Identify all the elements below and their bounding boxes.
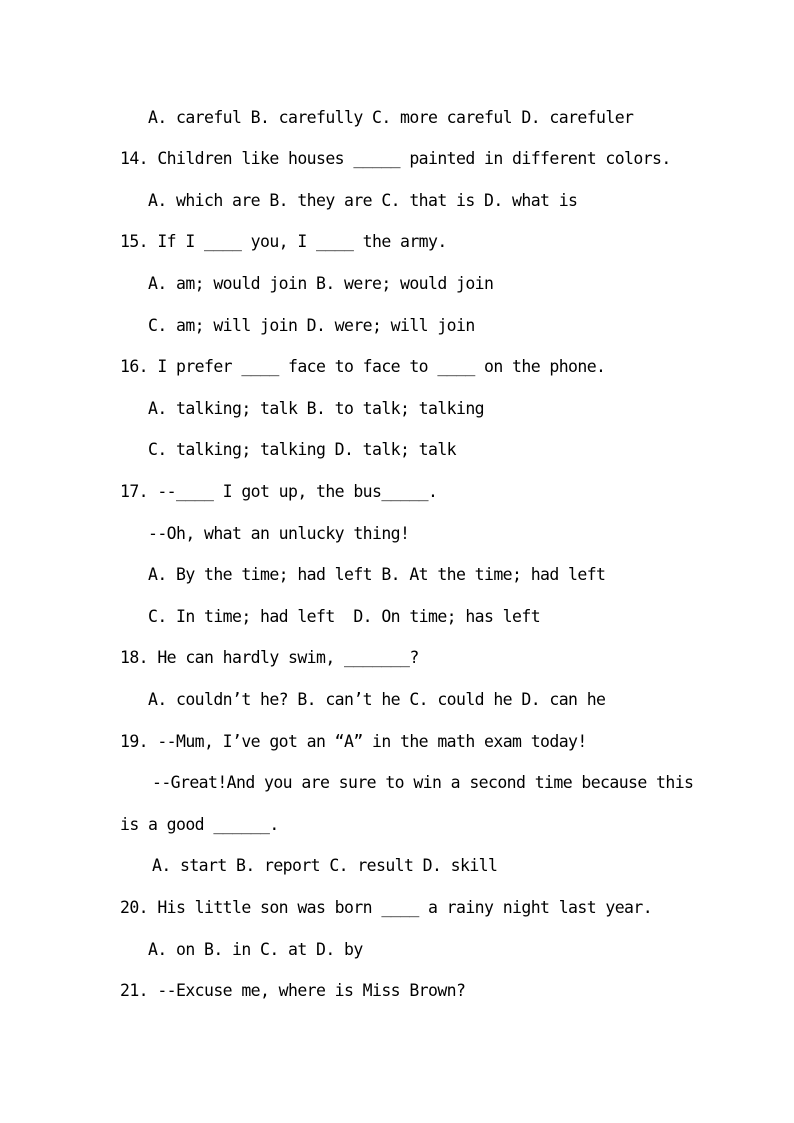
option-line-19: A. start B. report C. result D. skill xyxy=(152,856,498,875)
dialogue-line-19: --Great!And you are sure to win a second time because this xyxy=(152,773,694,792)
question-18: 18. He can hardly swim, _______? xyxy=(120,648,419,667)
option-line-17-a: A. By the time; had left B. At the time; had left xyxy=(148,565,606,584)
option-line-13: A. careful B. carefully C. more careful D. carefuler xyxy=(148,108,634,127)
dialogue-line-17: --Oh, what an unlucky thing! xyxy=(148,524,410,543)
option-line-17-c: C. In time; had left D. On time; has left xyxy=(148,607,541,626)
option-line-14: A. which are B. they are C. that is D. what is xyxy=(148,191,578,210)
question-16: 16. I prefer ____ face to face to ____ on the phone. xyxy=(120,357,606,376)
option-line-16-c: C. talking; talking D. talk; talk xyxy=(148,440,457,459)
question-15: 15. If I ____ you, I ____ the army. xyxy=(120,232,447,251)
option-line-18: A. couldn’t he? B. can’t he C. could he D. can he xyxy=(148,690,606,709)
question-17: 17. --____ I got up, the bus_____. xyxy=(120,482,438,501)
option-line-16-a: A. talking; talk B. to talk; talking xyxy=(148,399,485,418)
question-20: 20. His little son was born ____ a rainy night last year. xyxy=(120,898,653,917)
option-line-20: A. on B. in C. at D. by xyxy=(148,940,363,959)
question-19: 19. --Mum, I’ve got an “A” in the math exam today! xyxy=(120,732,587,751)
question-21: 21. --Excuse me, where is Miss Brown? xyxy=(120,981,466,1000)
option-line-15-c: C. am; will join D. were; will join xyxy=(148,316,475,335)
continuation-line-19: is a good ______. xyxy=(120,815,279,834)
option-line-15-a: A. am; would join B. were; would join xyxy=(148,274,494,293)
question-14: 14. Children like houses _____ painted in different colors. xyxy=(120,149,671,168)
